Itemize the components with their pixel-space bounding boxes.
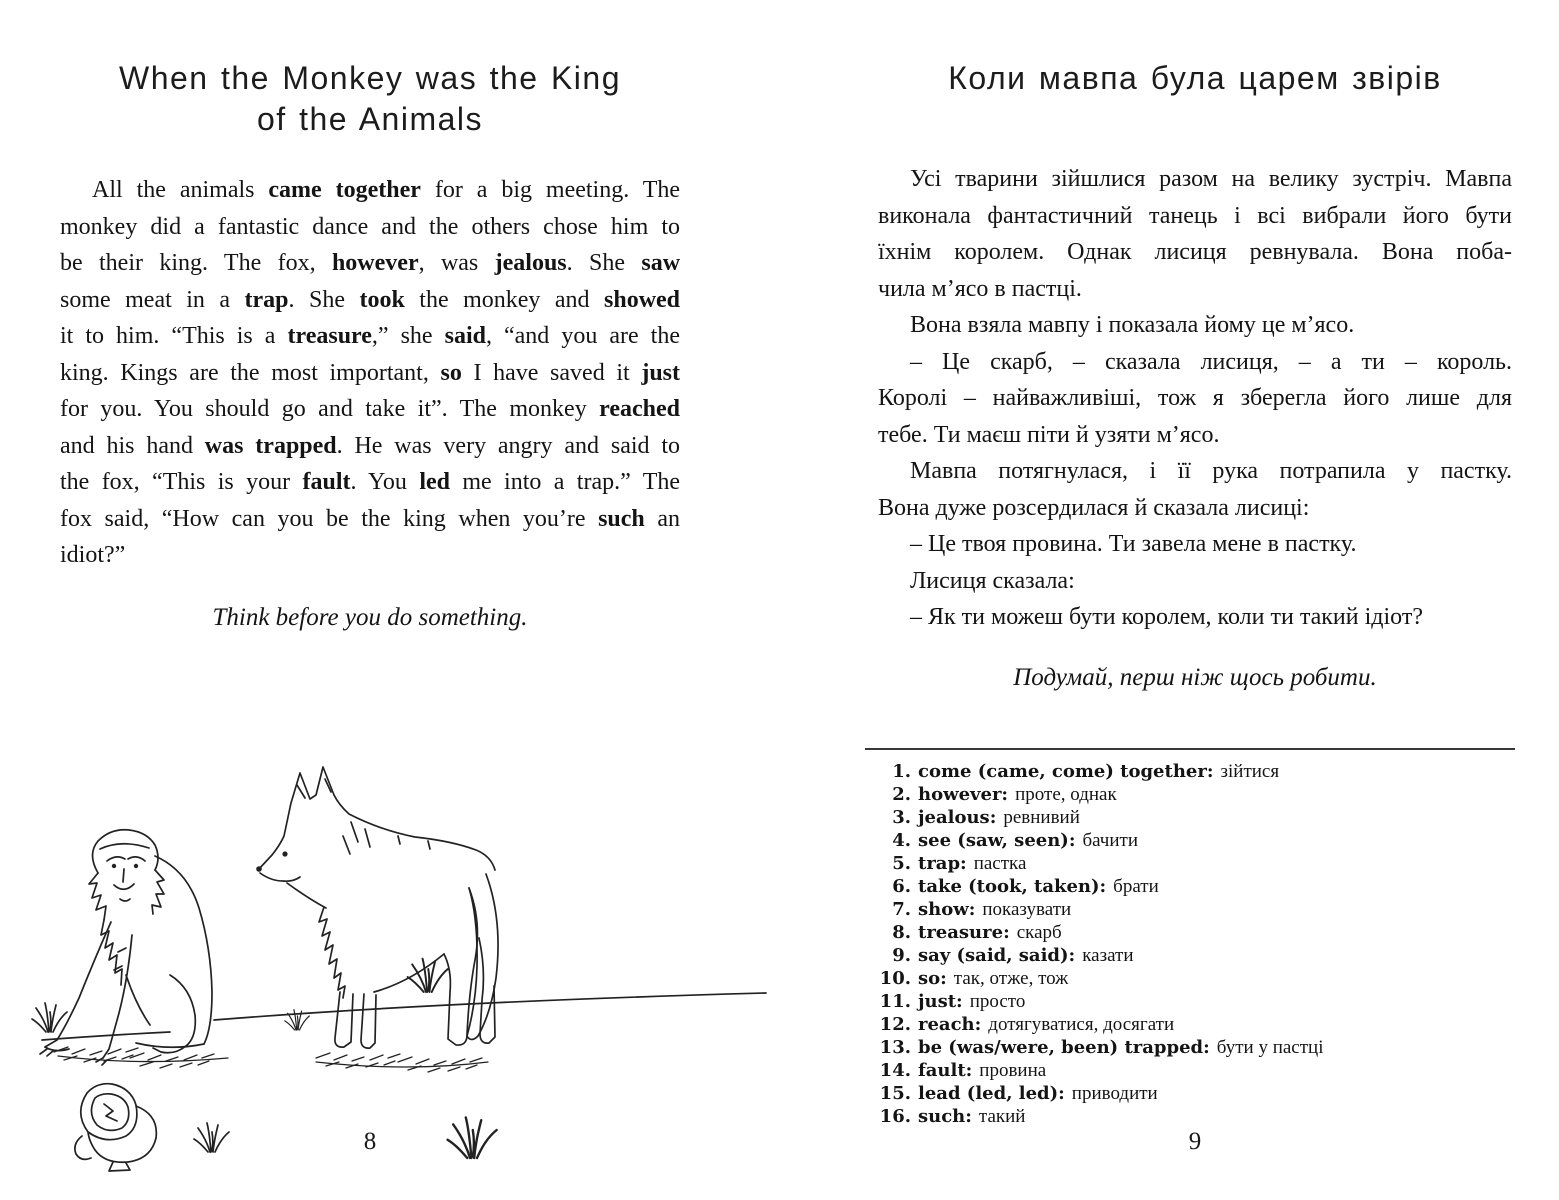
ground-line [42,993,766,1040]
english-title [60,58,680,140]
vocabulary-item: 6. take (took, taken): брати [892,876,1159,897]
story-line: Вона взяла мавпу і показала йому це м’ясо. [910,312,1355,338]
vocabulary-item: 15. lead (led, led): приводити [879,1083,1158,1104]
vocabulary-section [865,748,1515,1128]
story-line: чила м’ясо в пастці. [878,275,1082,302]
story-line: Усі тварини зійшлися разом на велику зустріч. Мавпа [910,166,1512,192]
story-line: king. Kings are the most important, so I have saved it just [60,359,680,386]
story-line: fox said, “How can you be the king when you’re such an [60,505,680,532]
right-page-number: 9 [1188,1128,1202,1155]
vocabulary-item: 10. so: так, отже, тож [879,968,1069,989]
story-line: Лисиця сказала: [910,567,1075,594]
english-story [60,172,680,574]
story-line: їхнім королем. Однак лисиця ревнувала. Вона поба- [878,239,1512,265]
vocabulary-item: 3. jealous: ревнивий [892,807,1080,828]
ukrainian-moral: Подумай, перш ніж щось робити. [1013,663,1377,691]
vocabulary-item: 16. such: такий [879,1106,1026,1127]
vocabulary-item: 4. see (saw, seen): бачити [892,830,1139,851]
left-page-number: 8 [363,1128,377,1155]
story-line: for you. You should go and take it”. The monkey reached [60,396,680,422]
vocabulary-item: 7. show: показувати [892,899,1072,920]
story-line: Королі – найважливіші, тож я зберегла його лише для [878,385,1512,411]
vocabulary-item: 14. fault: провина [879,1060,1047,1081]
vocabulary-item: 12. reach: дотягуватися, досягати [879,1014,1175,1035]
story-line: it to him. “This is a treasure,” she said, “and you are the [60,323,680,349]
vocabulary-item: 11. just: просто [879,991,1026,1012]
story-line: some meat in a trap. She took the monkey and showed [60,286,681,313]
story-line: the fox, “This is your fault. You led me into a trap.” The [60,469,681,495]
story-line: monkey did a fantastic dance and the others chose him to [60,213,680,240]
vocabulary-item: 13. be (was/were, been) trapped: бути у пастці [879,1037,1324,1058]
story-line: виконала фантастичний танець і всі вибрали його бути [878,202,1512,229]
story-line: Вона дуже розсердилася й сказала лисиці: [878,494,1310,521]
story-line: – Це скарб, – сказала лисиця, – а ти – король. [910,348,1512,375]
story-line: Мавпа потягнулася, і її рука потрапила у пастку. [910,458,1512,484]
story-line: All the animals came together for a big meeting. The [92,177,681,203]
english-moral: Think before you do something. [212,603,528,631]
trap-pot-drawing [75,1084,156,1171]
vocabulary-item: 2. however: проте, однак [892,784,1117,805]
monkey-drawing [40,830,212,1065]
story-line: and his hand was trapped. He was very angry and said to [60,432,681,459]
shadow-hatching [54,1047,488,1072]
fox-drawing [256,767,498,1048]
vocabulary-item: 8. treasure: скарб [892,922,1062,943]
monkey-and-fox-illustration [18,742,778,1200]
vocabulary-item: 5. trap: пастка [892,853,1027,874]
story-line: be their king. The fox, however, was jealous. She saw [60,250,681,276]
english-title-line2: of the Animals [257,101,483,137]
vocabulary-divider-rule [865,748,1515,750]
story-line: idiot?” [60,542,126,568]
story-line: – Це твоя провина. Ти завела мене в пастку. [910,531,1357,557]
ukrainian-title: Коли мавпа була царем звірів [948,60,1442,96]
vocabulary-item: 1. come (came, come) together: зійтися [892,761,1280,782]
vocabulary-item: 9. say (said, said): казати [892,945,1134,966]
vocabulary-list [865,760,1515,1128]
story-line: – Як ти можеш бути королем, коли ти такий ідіот? [910,604,1423,630]
story-line: тебе. Ти маєш піти й узяти м’ясо. [878,421,1220,448]
ukrainian-story [878,161,1512,636]
right-page [878,0,1512,1200]
english-title-line1: When the Monkey was the King [118,60,621,96]
